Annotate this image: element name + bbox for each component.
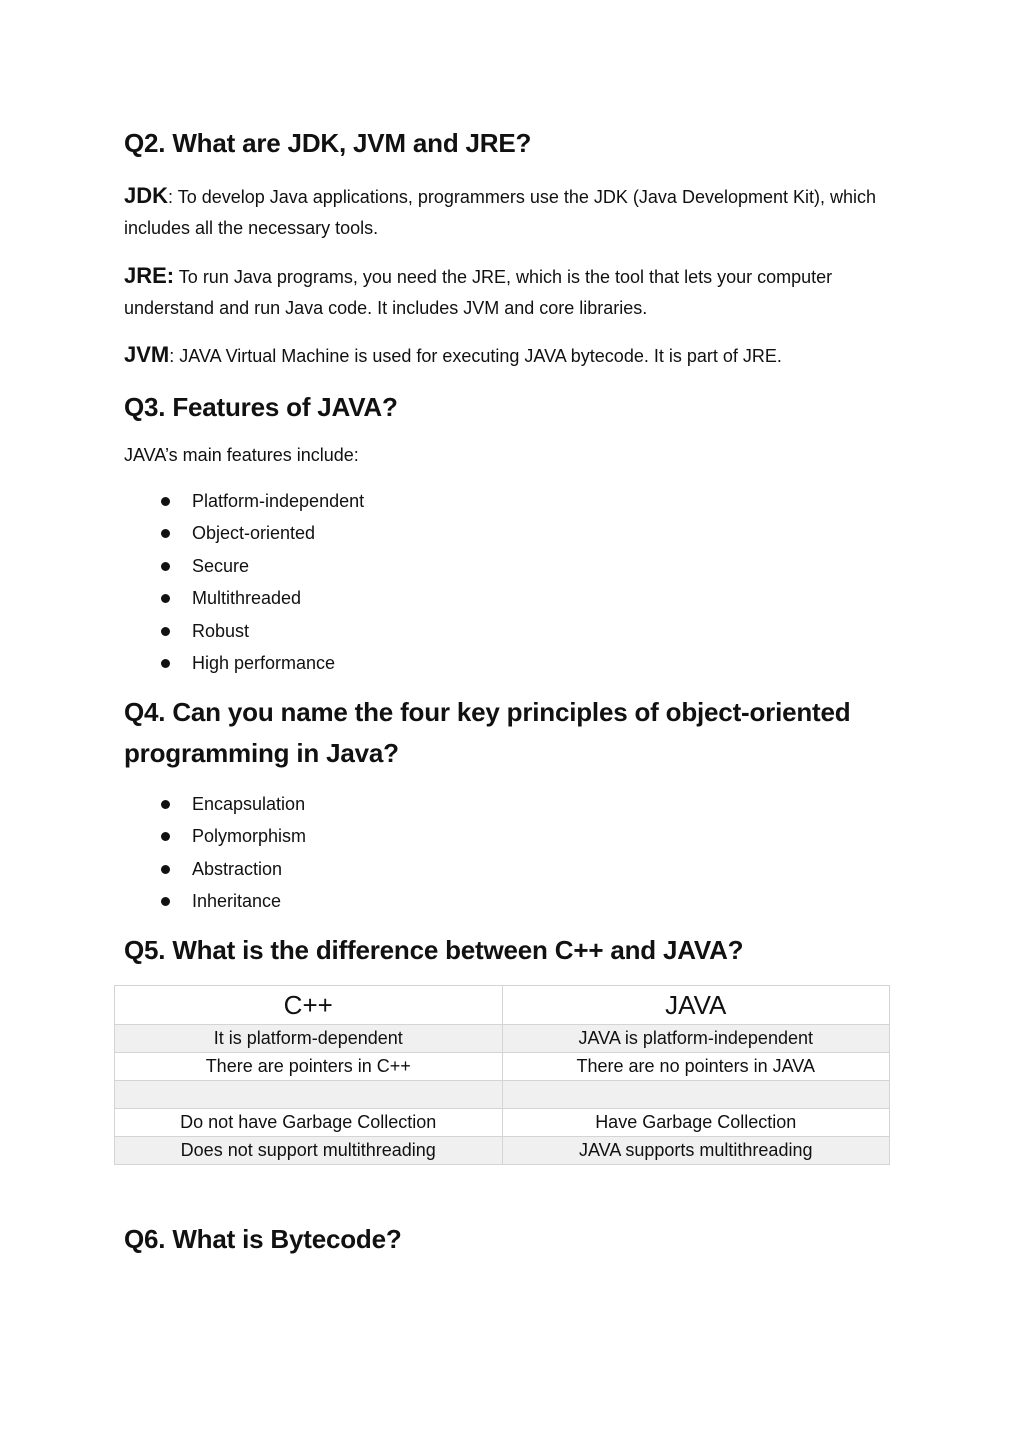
bullet-icon	[161, 497, 170, 506]
list-item: High performance	[124, 647, 724, 679]
table-cell	[115, 1081, 503, 1109]
jdk-term: JDK	[124, 183, 169, 208]
bullet-icon	[161, 594, 170, 603]
bullet-icon	[161, 627, 170, 636]
bullet-icon	[161, 800, 170, 809]
list-item: Object-oriented	[124, 517, 724, 549]
jdk-definition: : To develop Java applications, programmers use the JDK (Java Development Kit), which includes all the necessary tools.	[124, 187, 877, 238]
table-row	[115, 1109, 890, 1137]
table-cell: There are no pointers in JAVA	[502, 1053, 890, 1081]
table-cell: Does not support multithreading	[115, 1137, 503, 1165]
list-item: Platform-independent	[124, 485, 724, 517]
table-row	[115, 1137, 890, 1165]
q4-heading: Q4. Can you name the four key principles of object-oriented programming in Java?	[124, 697, 851, 768]
q2-heading: Q2. What are JDK, JVM and JRE?	[124, 128, 532, 158]
comparison-table	[114, 985, 890, 1165]
jre-paragraph	[124, 260, 844, 324]
bullet-icon	[161, 529, 170, 538]
list-item: Abstraction	[124, 853, 724, 885]
bullet-icon	[161, 659, 170, 668]
jvm-definition: : JAVA Virtual Machine is used for executing JAVA bytecode. It is part of JRE.	[169, 346, 782, 366]
list-item: Inheritance	[124, 885, 724, 917]
bullet-icon	[161, 562, 170, 571]
jre-definition: To run Java programs, you need the JRE, which is the tool that lets your computer understand and run Java code. It includes JVM and core libraries.	[124, 267, 833, 318]
list-item: Encapsulation	[124, 788, 724, 820]
oop-principles-list	[124, 788, 724, 918]
jvm-term: JVM	[124, 342, 170, 367]
jvm-paragraph	[124, 339, 914, 372]
list-item: Polymorphism	[124, 820, 724, 852]
bullet-icon	[161, 897, 170, 906]
table-cell: JAVA supports multithreading	[502, 1137, 890, 1165]
list-item: Secure	[124, 550, 724, 582]
bullet-icon	[161, 865, 170, 874]
table-cell: There are pointers in C++	[115, 1053, 503, 1081]
q3-heading: Q3. Features of JAVA?	[124, 392, 398, 422]
table-row	[115, 1025, 890, 1053]
table-cell: JAVA is platform-independent	[502, 1025, 890, 1053]
bullet-icon	[161, 832, 170, 841]
list-item: Multithreaded	[124, 582, 724, 614]
features-intro: JAVA’s main features include:	[124, 445, 359, 465]
table-header-row	[115, 986, 890, 1025]
column-header-java: JAVA	[502, 986, 890, 1025]
list-item: Robust	[124, 615, 724, 647]
table-row	[115, 1081, 890, 1109]
column-header-cpp: C++	[115, 986, 503, 1025]
table-cell: It is platform-dependent	[115, 1025, 503, 1053]
jre-term: JRE:	[124, 263, 175, 288]
table-cell: Do not have Garbage Collection	[115, 1109, 503, 1137]
table-cell: Have Garbage Collection	[502, 1109, 890, 1137]
q6-heading: Q6. What is Bytecode?	[124, 1224, 402, 1254]
table-row	[115, 1053, 890, 1081]
table-cell	[502, 1081, 890, 1109]
features-list	[124, 485, 724, 679]
q5-heading: Q5. What is the difference between C++ and JAVA?	[124, 935, 744, 965]
jdk-paragraph	[124, 180, 914, 244]
